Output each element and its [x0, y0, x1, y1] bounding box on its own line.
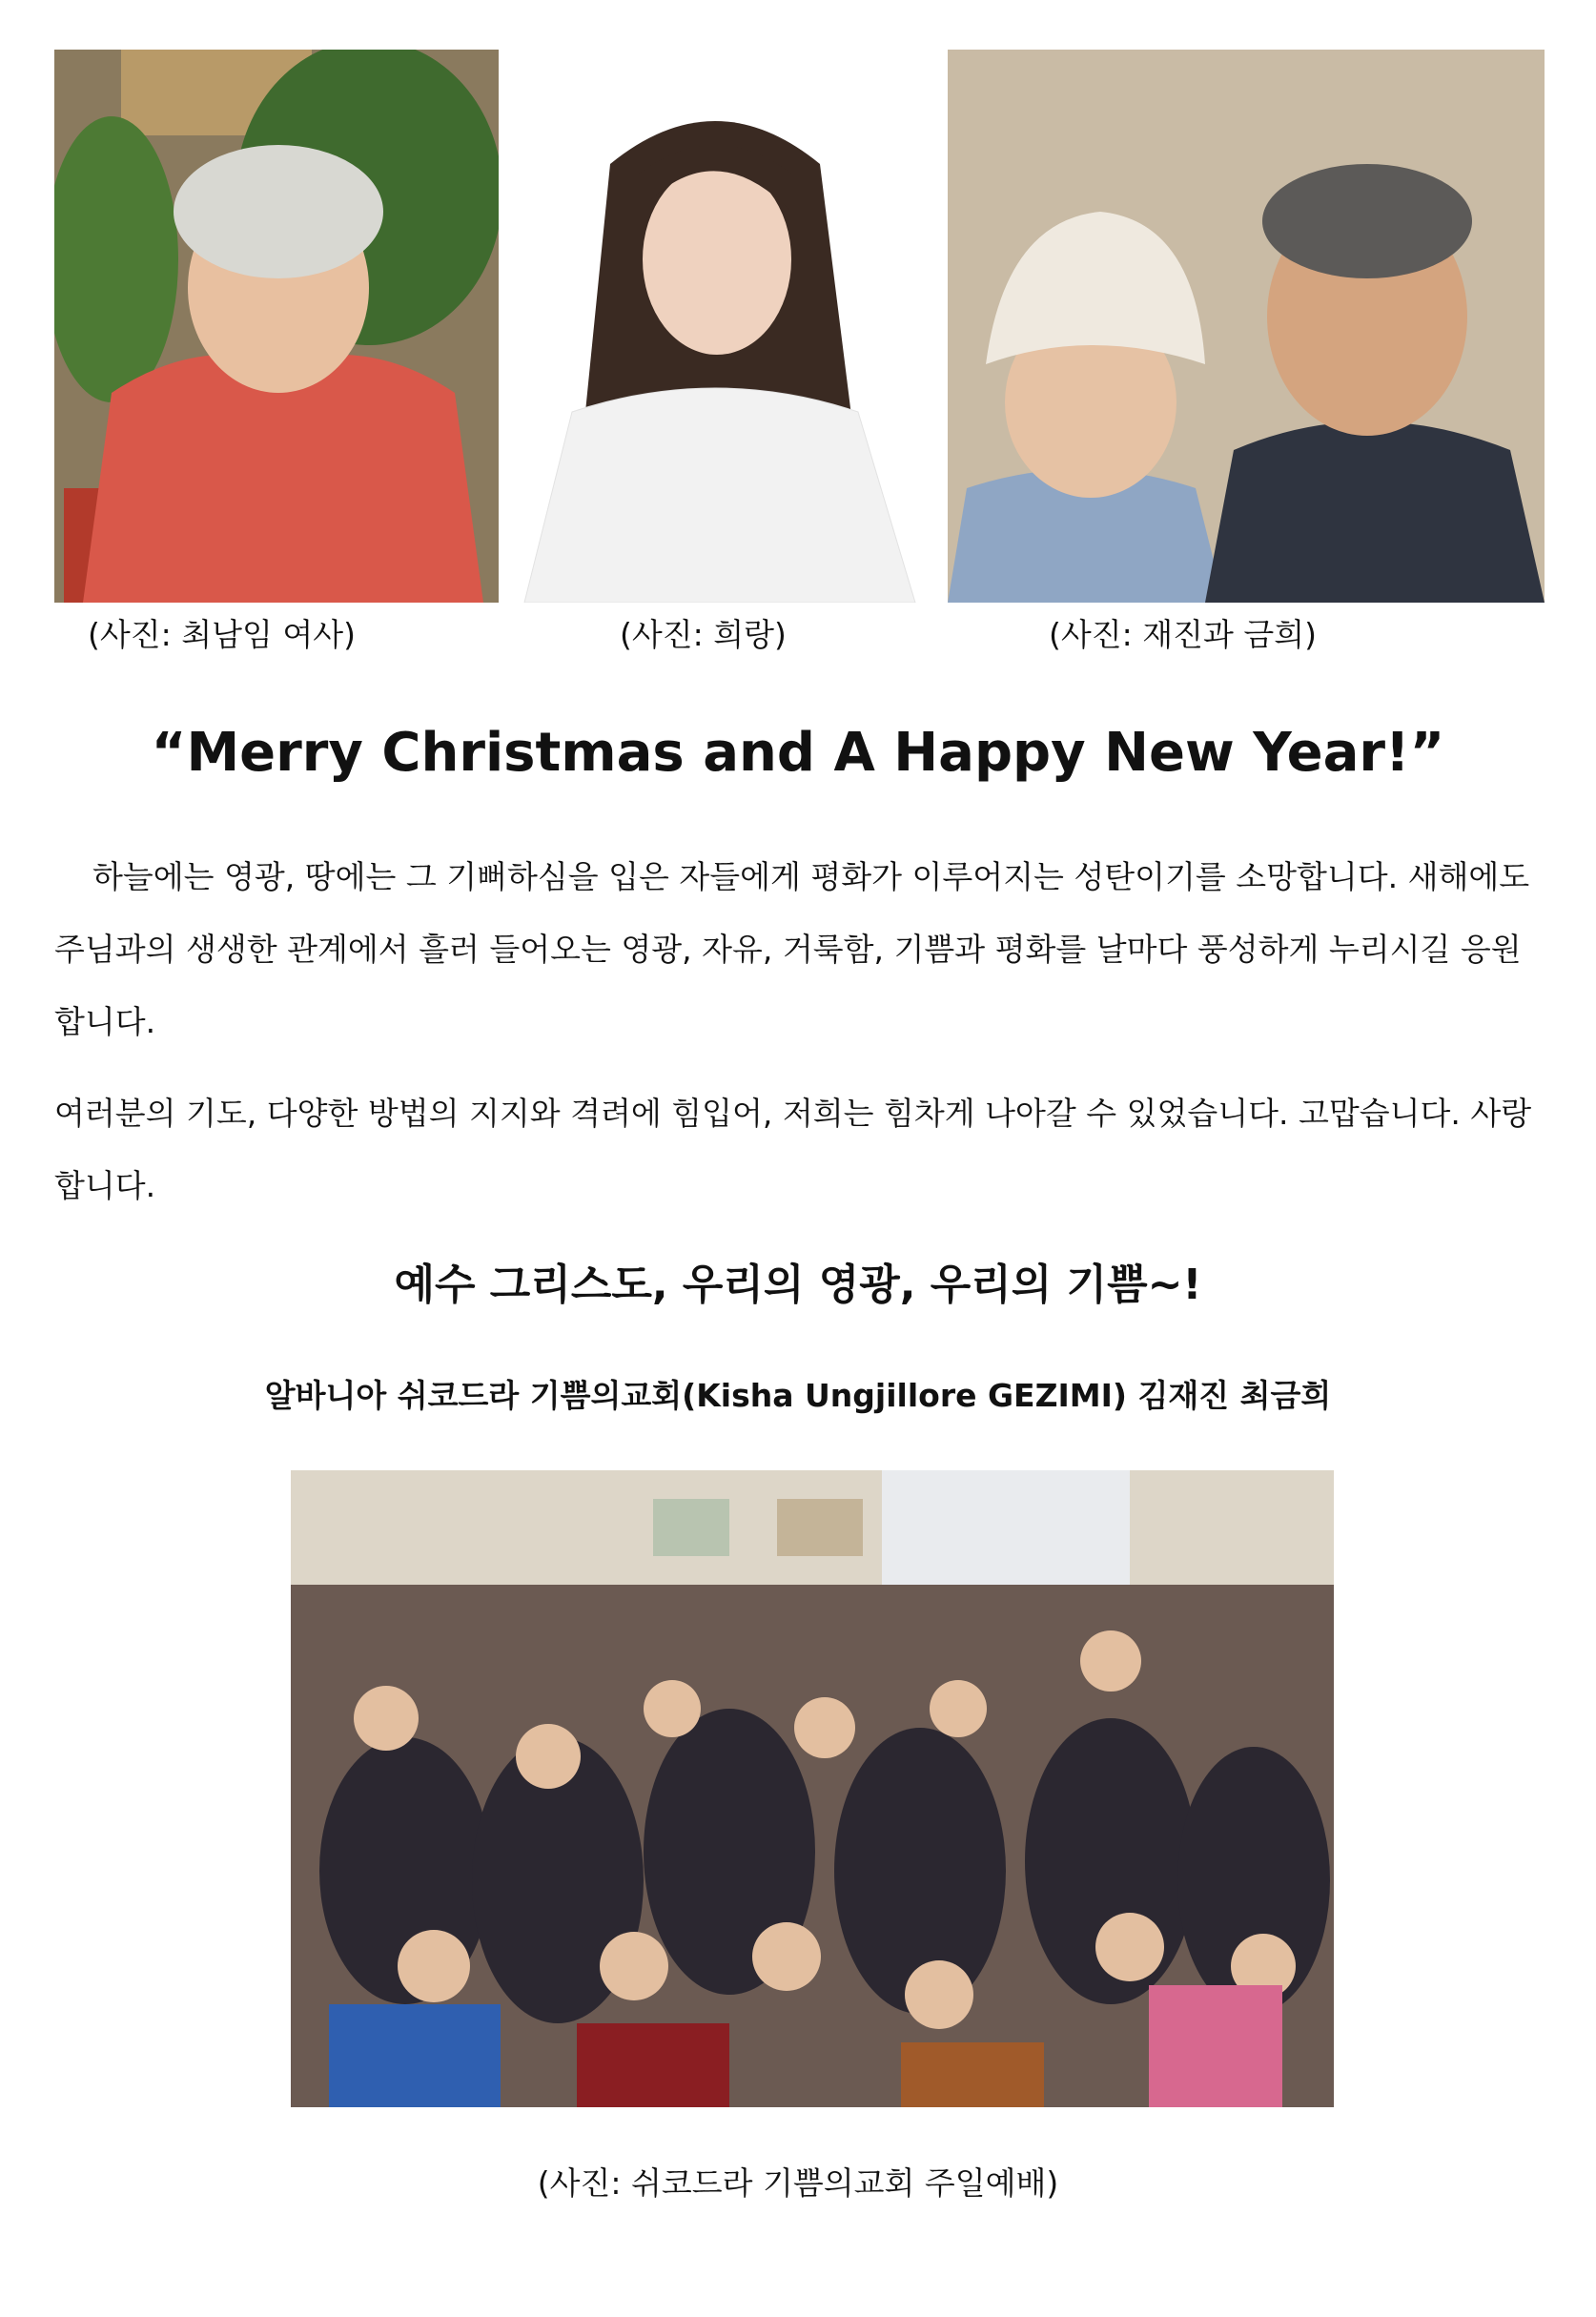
- photo-jaejin-geumhee: [948, 50, 1545, 603]
- photo-heerang: [505, 50, 931, 603]
- paragraph-blessing: 하늘에는 영광, 땅에는 그 기뻐하심을 입은 자들에게 평화가 이루어지는 성탄이기를 소망합니다. 새해에도 주님과의 생생한 관계에서 흘러 들어오는 영광, 자유, 거룩함, 기쁨과 평화를 날마다 풍성하게 누리시길 응원합니다.: [54, 858, 1530, 1040]
- motto-subtitle: 예수 그리스도, 우리의 영광, 우리의 기쁨~!: [394, 1261, 1202, 1309]
- greeting-headline: “Merry Christmas and A Happy New Year!”: [151, 722, 1445, 784]
- signature-line: 알바니아 쉬코드라 기쁨의교회(Kisha Ungjillore GEZIMI) 김재진 최금희: [264, 1377, 1332, 1414]
- caption-choi-namim: (사진: 최남임 여사): [88, 616, 356, 653]
- caption-sunday-service: (사진: 쉬코드라 기쁨의교회 주일예배): [537, 2164, 1059, 2202]
- photo-choi-namim: [54, 50, 499, 603]
- caption-heerang: (사진: 희랑): [620, 616, 787, 653]
- photo-sunday-service: [291, 1470, 1334, 2107]
- caption-jaejin-geumhee: (사진: 재진과 금희): [1049, 616, 1317, 653]
- paragraph-thanks: 여러분의 기도, 다양한 방법의 지지와 격려에 힘입어, 저희는 힘차게 나아갈 수 있었습니다. 고맙습니다. 사랑합니다.: [54, 1095, 1532, 1204]
